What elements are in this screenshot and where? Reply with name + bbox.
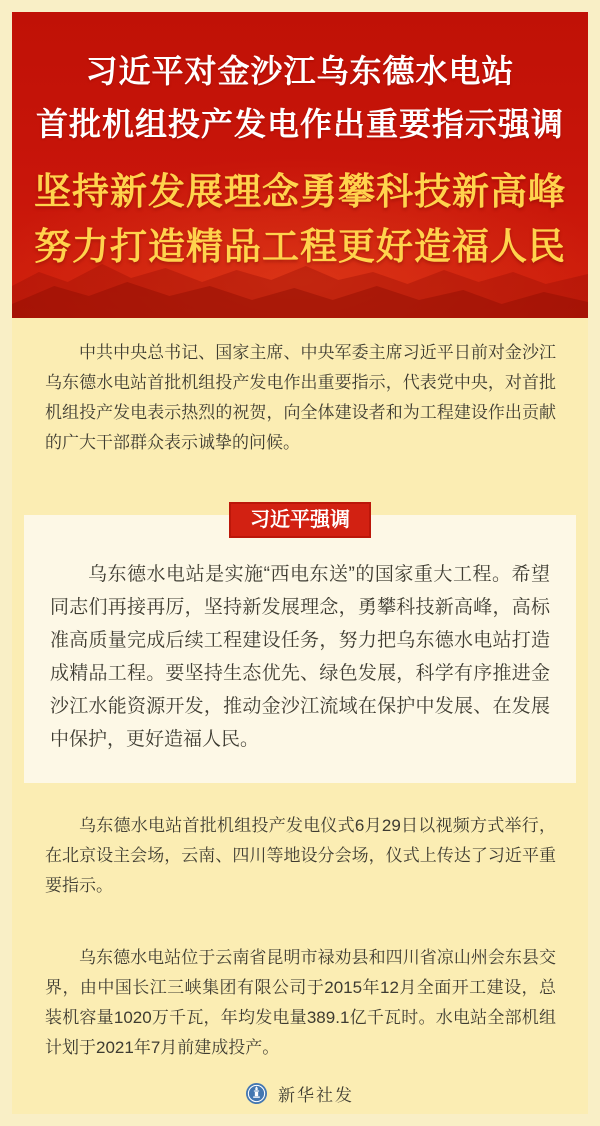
section-badge: 习近平强调 [229, 502, 371, 538]
footer-credit [12, 1081, 588, 1106]
header-subtitle-line: 习近平对金沙江乌东德水电站 [85, 53, 515, 89]
header-headline-line: 努力打造精品工程更好造福人民 [34, 226, 566, 267]
header-banner [12, 12, 588, 318]
header-title-block [12, 12, 588, 265]
header-headline-line: 坚持新发展理念勇攀科技新高峰 [34, 171, 566, 212]
event-paragraph: 乌东德水电站首批机组投产发电仪式6月29日以视频方式举行，在北京设主会场，云南、四川等地设分会场，仪式上传达了习近平重要指示。 [45, 816, 556, 895]
xinhua-logo-icon [246, 1083, 267, 1104]
section-badge-row [12, 502, 588, 538]
article-body [12, 318, 588, 1114]
credit-label: 新华社发 [278, 1086, 354, 1105]
quote-card [24, 515, 576, 783]
quote-paragraph: 乌东德水电站是实施“西电东送”的国家重大工程。希望同志们再接再厉，坚持新发展理念，勇攀科技新高峰，高标准高质量完成后续工程建设任务，努力把乌东德水电站打造成精品工程。要坚持生态优先、绿色发展，科学有序推进金沙江水能资源开发，推动金沙江流域在保护中发展、在发展中保护，更好造福人民。 [50, 564, 550, 750]
header-subtitle-line: 首批机组投产发电作出重要指示强调 [35, 106, 564, 142]
lead-paragraph: 中共中央总书记、国家主席、中央军委主席习近平日前对金沙江乌东德水电站首批机组投产发电作出重要指示，代表党中央，对首批机组投产发电表示热烈的祝贺，向全体建设者和为工程建设作出贡献的广大干部群众表示诚挚的问候。 [45, 343, 556, 452]
background-paragraph: 乌东德水电站位于云南省昆明市禄劝县和四川省凉山州会东县交界，由中国长江三峡集团有限公司于2015年12月全面开工建设，总装机容量1020万千瓦，年均发电量389.1亿千瓦时。水电站全部机组计划于2021年7月前建成投产。 [45, 948, 556, 1057]
